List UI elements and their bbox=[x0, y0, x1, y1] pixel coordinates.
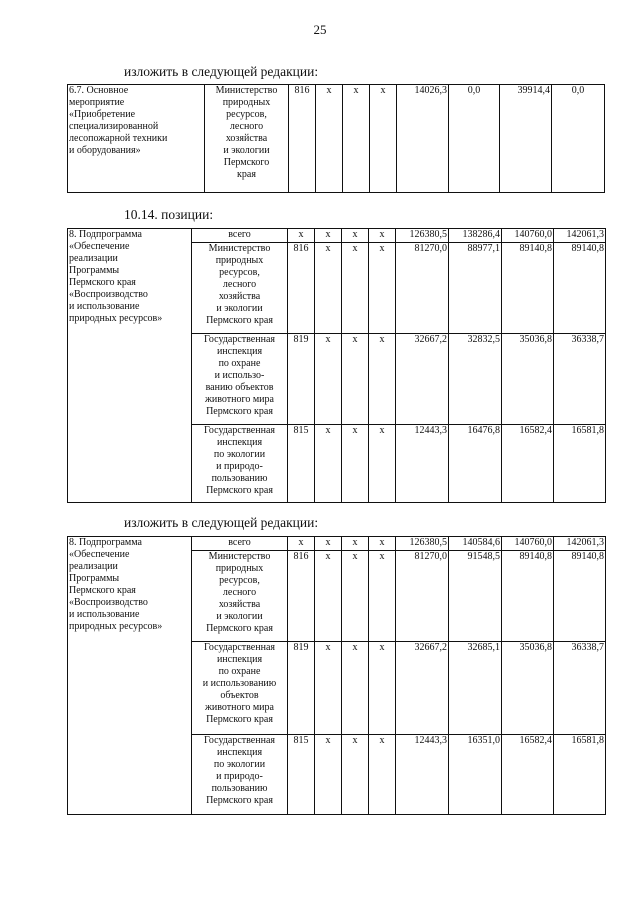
executor-cell: Государственная инспекция по экологии и природо- пользованию Пермского края bbox=[192, 425, 288, 503]
x-cell: x bbox=[369, 243, 396, 334]
value-cell: 32667,2 bbox=[396, 642, 449, 735]
value-cell: 140760,0 bbox=[502, 537, 554, 551]
code-cell: 816 bbox=[289, 85, 316, 193]
table-row bbox=[68, 229, 606, 243]
x-cell: x bbox=[315, 243, 342, 334]
value-cell: 140584,6 bbox=[449, 537, 502, 551]
code-cell: 819 bbox=[288, 334, 315, 425]
x-cell: x bbox=[342, 425, 369, 503]
value-cell: 138286,4 bbox=[449, 229, 502, 243]
value-cell: 126380,5 bbox=[396, 537, 449, 551]
executor-cell: Государственная инспекция по охране и использованию объектов животного мира Пермского края bbox=[192, 642, 288, 735]
value-cell: 16581,8 bbox=[554, 735, 606, 815]
value-cell: 81270,0 bbox=[396, 551, 449, 642]
value-cell: 81270,0 bbox=[396, 243, 449, 334]
value-cell: 89140,8 bbox=[502, 243, 554, 334]
x-cell: x bbox=[315, 229, 342, 243]
x-cell: x bbox=[316, 85, 343, 193]
x-cell: x bbox=[369, 551, 396, 642]
value-cell: 32685,1 bbox=[449, 642, 502, 735]
value-cell: 14026,3 bbox=[397, 85, 449, 193]
x-cell: x bbox=[342, 537, 369, 551]
x-cell: x bbox=[315, 537, 342, 551]
code-cell: x bbox=[288, 229, 315, 243]
executor-cell: Министерство природных ресурсов, лесного хозяйства и экологии Пермского края bbox=[205, 85, 289, 193]
value-cell: 16582,4 bbox=[502, 425, 554, 503]
x-cell: x bbox=[369, 425, 396, 503]
value-cell: 35036,8 bbox=[502, 642, 554, 735]
x-cell: x bbox=[342, 334, 369, 425]
x-cell: x bbox=[342, 642, 369, 735]
executor-cell: Государственная инспекция по экологии и природо- пользованию Пермского края bbox=[192, 735, 288, 815]
page-number: 25 bbox=[313, 22, 327, 37]
x-cell: x bbox=[315, 642, 342, 735]
value-cell: 91548,5 bbox=[449, 551, 502, 642]
executor-cell: всего bbox=[192, 229, 288, 243]
value-cell: 32832,5 bbox=[449, 334, 502, 425]
x-cell: x bbox=[369, 537, 396, 551]
code-cell: x bbox=[288, 537, 315, 551]
value-cell: 142061,3 bbox=[554, 229, 606, 243]
x-cell: x bbox=[315, 735, 342, 815]
code-cell: 815 bbox=[288, 425, 315, 503]
value-cell: 126380,5 bbox=[396, 229, 449, 243]
subprogram-name: 8. Подпрограмма «Обеспечение реализации Программы Пермского края «Воспроизводство и использование природных ресурсов» bbox=[68, 229, 192, 503]
table-6-7 bbox=[67, 84, 605, 193]
x-cell: x bbox=[369, 229, 396, 243]
value-cell: 39914,4 bbox=[500, 85, 552, 193]
value-cell: 12443,3 bbox=[396, 735, 449, 815]
value-cell: 0,0 bbox=[449, 85, 500, 193]
value-cell: 12443,3 bbox=[396, 425, 449, 503]
x-cell: x bbox=[369, 642, 396, 735]
x-cell: x bbox=[315, 334, 342, 425]
x-cell: x bbox=[315, 425, 342, 503]
code-cell: 816 bbox=[288, 243, 315, 334]
value-cell: 32667,2 bbox=[396, 334, 449, 425]
value-cell: 36338,7 bbox=[554, 334, 606, 425]
x-cell: x bbox=[342, 735, 369, 815]
value-cell: 36338,7 bbox=[554, 642, 606, 735]
section3-intro: изложить в следующей редакции: bbox=[124, 515, 319, 530]
x-cell: x bbox=[370, 85, 397, 193]
value-cell: 89140,8 bbox=[554, 243, 606, 334]
value-cell: 0,0 bbox=[552, 85, 605, 193]
x-cell: x bbox=[342, 243, 369, 334]
code-cell: 819 bbox=[288, 642, 315, 735]
executor-cell: Министерство природных ресурсов, лесного хозяйства и экологии Пермского края bbox=[192, 243, 288, 334]
section2-intro: 10.14. позиции: bbox=[124, 207, 214, 222]
value-cell: 35036,8 bbox=[502, 334, 554, 425]
value-cell: 89140,8 bbox=[502, 551, 554, 642]
section1-intro: изложить в следующей редакции: bbox=[124, 64, 319, 79]
value-cell: 140760,0 bbox=[502, 229, 554, 243]
x-cell: x bbox=[342, 551, 369, 642]
x-cell: x bbox=[342, 229, 369, 243]
x-cell: x bbox=[369, 735, 396, 815]
measure-name: 6.7. Основное мероприятие «Приобретение специализированной лесопожарной техники и оборудования» bbox=[68, 85, 205, 193]
code-cell: 815 bbox=[288, 735, 315, 815]
value-cell: 88977,1 bbox=[449, 243, 502, 334]
table-row bbox=[68, 537, 606, 551]
code-cell: 816 bbox=[288, 551, 315, 642]
table-row bbox=[68, 85, 605, 193]
executor-cell: Министерство природных ресурсов, лесного хозяйства и экологии Пермского края bbox=[192, 551, 288, 642]
table-subprogram-8-old bbox=[67, 228, 606, 503]
executor-cell: Государственная инспекция по охране и использо- ванию объектов животного мира Пермского края bbox=[192, 334, 288, 425]
x-cell: x bbox=[343, 85, 370, 193]
executor-cell: всего bbox=[192, 537, 288, 551]
table-subprogram-8-new bbox=[67, 536, 606, 815]
value-cell: 16582,4 bbox=[502, 735, 554, 815]
x-cell: x bbox=[369, 334, 396, 425]
value-cell: 16351,0 bbox=[449, 735, 502, 815]
value-cell: 89140,8 bbox=[554, 551, 606, 642]
value-cell: 16581,8 bbox=[554, 425, 606, 503]
value-cell: 16476,8 bbox=[449, 425, 502, 503]
subprogram-name: 8. Подпрограмма «Обеспечение реализации Программы Пермского края «Воспроизводство и использование природных ресурсов» bbox=[68, 537, 192, 815]
value-cell: 142061,3 bbox=[554, 537, 606, 551]
x-cell: x bbox=[315, 551, 342, 642]
